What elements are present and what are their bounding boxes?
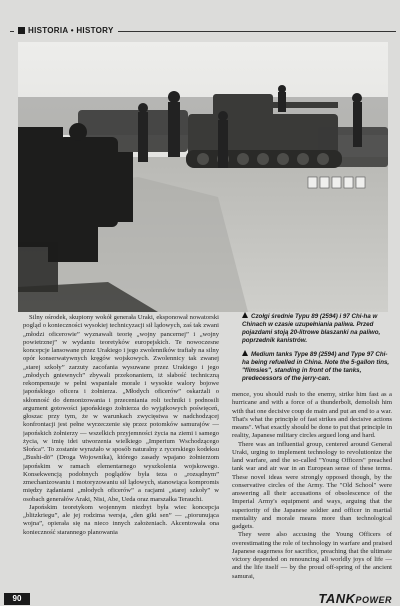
page-number: 90 — [4, 593, 30, 605]
body-column-en — [232, 391, 392, 586]
caption-triangle-icon — [242, 312, 248, 318]
tanks-photo — [18, 42, 388, 312]
paragraph: mence, you should rush to the enemy, strike him fast as a hurricane and with a force of a thunderbolt, demolish him with that one decisive coup de main and put an end to a war. That's what the principle of fast strikes and decisive actions means". What exactly should be done to put that principle in reality, Japanese military circles argued long and hard. — [232, 391, 392, 440]
magazine-logo — [318, 592, 392, 606]
caption-triangle-icon — [242, 350, 248, 356]
body-column-pl — [23, 314, 219, 586]
logo-sub: POWER — [355, 595, 392, 605]
photo-caption-pl — [242, 312, 390, 345]
paragraph: Silny ośrodek, skupiony wokół generała Uraki, eksponował nowatorski pogląd o konieczności wysokiej technicyzacji sił lądowych, zaś tak zwani „młodzi oficerowie” wyznawali teorię „wojny pancernej” i „wojny powietrznej” w wydaniu teoretyków europejskich. Te nowoczesne koncepcje lansowane przez Urakiego i jego zwolenników trafiały na silny opór konserwatywnych kręgów wojskowych. Zwolennicy tak zwanej „starej szkoły” zarzuty zacofania wysuwane przez Urakiego i jego „młodych gniewnych” zbywali przekonaniem, iż słabość techniczną rekompensuje w pełni wspaniałe morale i wysokie walory bojowe japońskiego oficera i żołnierza. „Młodych oficerów” oskarżali o skłonność do demonizowania i przeceniania roli techniki i podnosili argument gotowości japońskiego żołnierza do wyjątkowych poświęceń, głoszac przy tym, że w warunkach zwycięstwa w nadchodzącej konfrontacji jest pełne wyrzeczenie się przez potomków samurajów — japońskich żołnierzy — wszelkich przyjemności życia na ziemi i samego życia, w imię idei utworzenia wielkiego „Imperium Wschodzącego Słońca”. To zostanie wyrażało w sposób naturalny z rycerskiego kodeksu „Bushi-dō” (Droga Wojownika), którego zasady wpajano żołnierzom japońskim w ramach elementarnego wyszkolenia wojskowego. Konsekwencją podobnych poglądów była teza o „rozsądnym” zmechanizowaniu i motoryzowaniu sił lądowych, stanowiąca kompromis między żądaniami „młodych oficerów” a racjami „starej szkoły” w osobach generałów Araki, Nisi, Abe, Ueda oraz marszałka Terauchi. — [23, 314, 219, 503]
section-separator: • — [70, 26, 74, 35]
caption-en-text: Medium tanks Type 89 (2594) and Type 97 Chi-ha being refuelled in China. Note the 5-gallon tins, "flimsies", standing in front of the tanks, predecessors of the jerry-can. — [242, 351, 390, 382]
caption-pl-text: Czołgi średnie Typu 89 (2594) i 97 Chi-ha w Chinach w czasie uzupełniania paliwa. Przed pojazdami stoją 20-litrowe blaszanki na paliwo, poprzednik kanistrów. — [242, 313, 381, 344]
paragraph: They were also accusing the Young Officers of overestimating the role of technology in warfare and praised Japanese eagerness for sacrifice, preaching that the ultimate victory depended on renouncing all worldly joys of life — and the life itself — by the proud off-spring of the ancient samurai, — [232, 531, 392, 580]
square-bullet-icon — [18, 27, 25, 34]
paragraph: There was an influential group, centered around General Uraki, urging to implement technology to revolutionize the land warfare, and the so-called "Young Officers" preached tank war and air war in an European sense of these terms. These novel ideas were strongly opposed though, by the conservative circles of the Army. The "Old School" were answering all their accusations of obsolescence of the Imperial Army's equipment and ways, arguing that the superiority of the Japanese soldier and officer in martial mentality and morale means more than technological gadgets. — [232, 440, 392, 530]
paragraph: Japońskim teoretykom wojennym niezbyt była wiec koncepcja „blitzkriegu”, ale jej rodzima wersja, „den gīki sen” — „piorunująca wojna”, opierała się na nieco innych założeniach. Akcentowała ona konieczność starannego planowania — [23, 503, 219, 536]
tanks-refuelling-photo-graphic — [18, 42, 388, 312]
logo-main: TANK — [318, 591, 356, 606]
section-label: HISTORIA — [28, 26, 69, 35]
section-label-en: HISTORY — [76, 26, 114, 35]
section-tag — [14, 25, 118, 37]
section-header — [10, 25, 396, 37]
page-footer — [0, 592, 400, 606]
photo-caption-en — [242, 350, 390, 383]
